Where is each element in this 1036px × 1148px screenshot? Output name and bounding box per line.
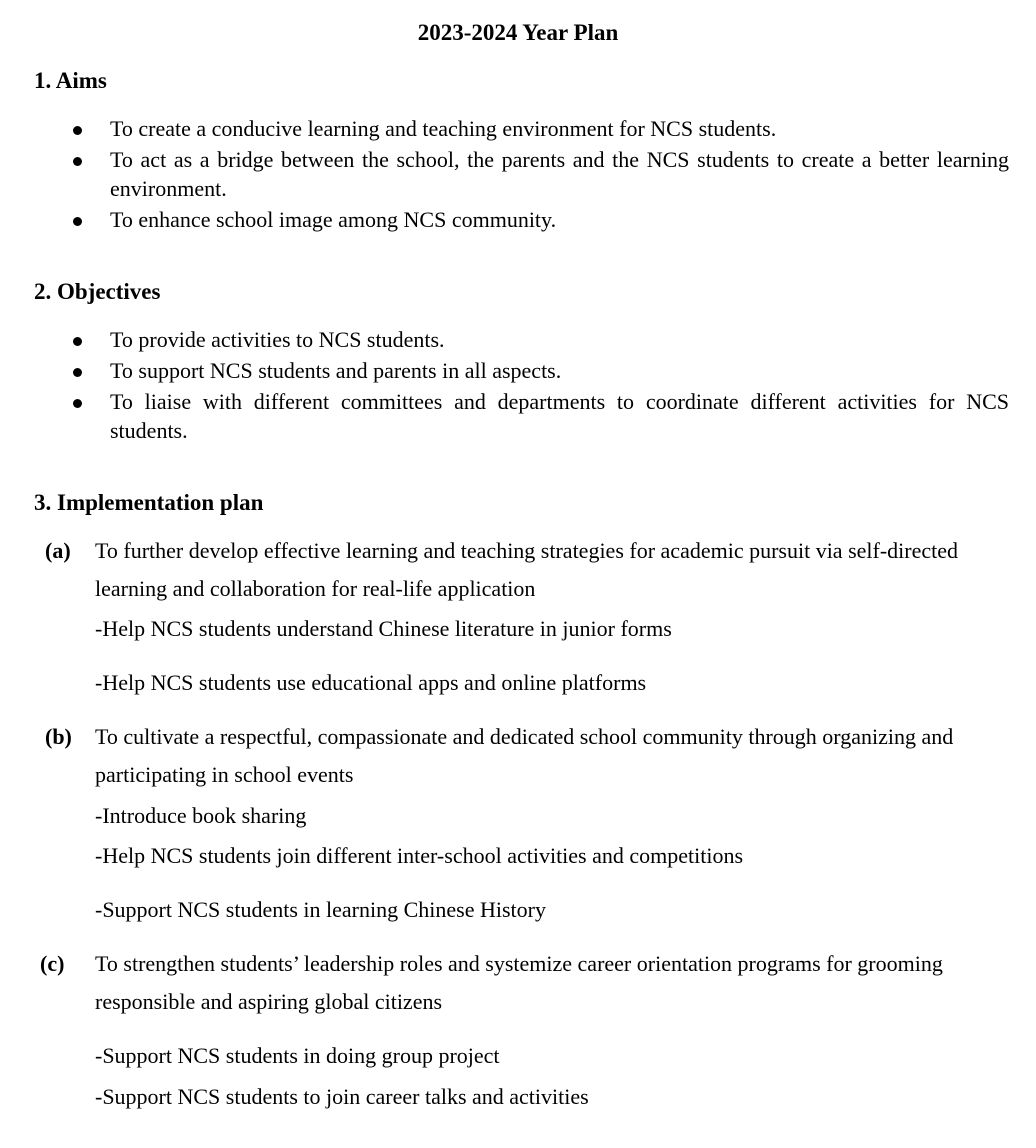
list-item-text: To provide activities to NCS students.	[110, 327, 445, 352]
item-c-line: -Support NCS students to join career talks and activities	[95, 1084, 589, 1109]
list-item	[0, 114, 1036, 143]
list-item-text: To liaise with different committees and departments to coordinate different activities for NCS students.	[110, 389, 1009, 443]
item-a-text: To further develop effective learning and teaching strategies for academic pursuit via self-directed learning and collaboration for real-life application	[95, 538, 959, 601]
list-item	[0, 387, 1036, 445]
item-a-line: -Help NCS students use educational apps and online platforms	[95, 670, 647, 695]
aims-list	[0, 114, 1036, 236]
list-item	[0, 145, 1036, 203]
bullet-icon	[73, 399, 82, 408]
item-c-text: To strengthen students’ leadership roles and systemize career orientation programs for grooming responsible and aspiring global citizens	[95, 951, 943, 1014]
item-b-line: -Help NCS students join different inter-school activities and competitions	[95, 843, 744, 868]
item-c-line: -Support NCS students in doing group project	[95, 1043, 500, 1068]
list-item-text: To support NCS students and parents in all aspects.	[110, 358, 562, 383]
list-item	[0, 205, 1036, 234]
aims-heading: 1. Aims	[34, 68, 107, 93]
item-b-line: -Introduce book sharing	[95, 803, 307, 828]
objectives-heading: 2. Objectives	[34, 279, 161, 304]
bullet-icon	[73, 368, 82, 377]
list-item	[0, 325, 1036, 354]
bullet-icon	[73, 126, 82, 135]
objectives-list	[0, 325, 1036, 447]
bullet-icon	[73, 217, 82, 226]
item-c-label: (c)	[40, 951, 65, 976]
list-item-text: To enhance school image among NCS community.	[110, 207, 557, 232]
page-title: 2023-2024 Year Plan	[417, 20, 619, 45]
implementation-heading: 3. Implementation plan	[34, 490, 264, 515]
item-a-label: (a)	[45, 538, 71, 563]
list-item	[0, 356, 1036, 385]
item-b-label: (b)	[45, 724, 72, 749]
item-a-line: -Help NCS students understand Chinese literature in junior forms	[95, 616, 672, 641]
list-item-text: To create a conducive learning and teaching environment for NCS students.	[110, 116, 777, 141]
bullet-icon	[73, 157, 82, 166]
item-b-line: -Support NCS students in learning Chinese History	[95, 897, 546, 922]
list-item-text: To act as a bridge between the school, the parents and the NCS students to create a better learning environment.	[110, 147, 1009, 201]
bullet-icon	[73, 337, 82, 346]
item-b-text: To cultivate a respectful, compassionate and dedicated school community through organizing and participating in school events	[95, 724, 954, 787]
